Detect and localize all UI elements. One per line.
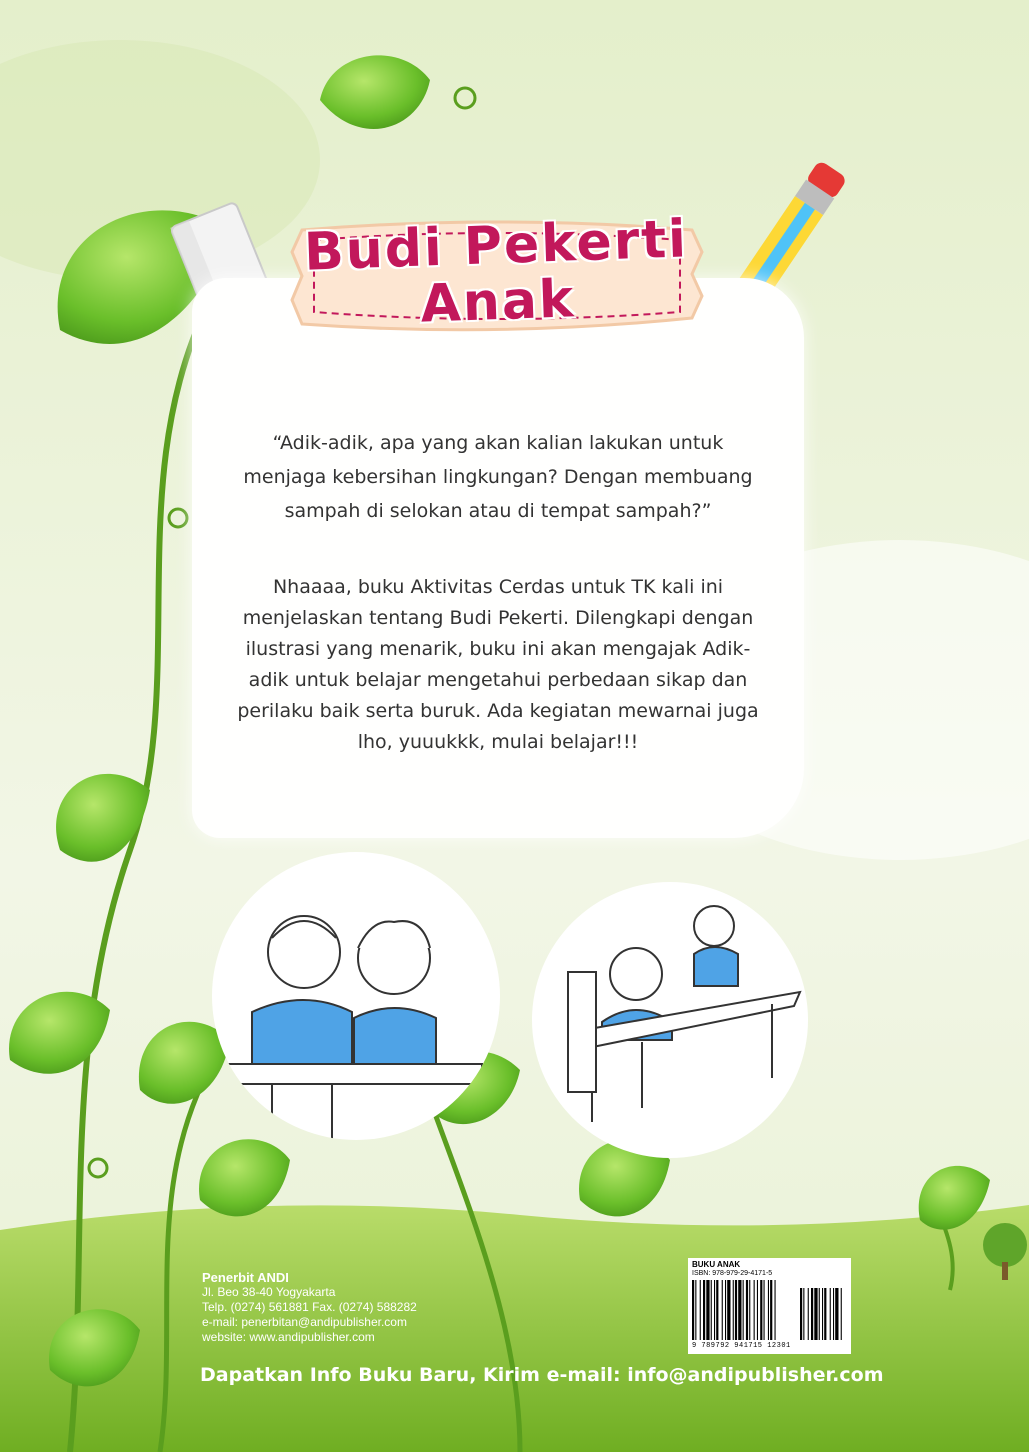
publisher-name: Penerbit ANDI [202,1270,289,1285]
publisher-info [202,1270,502,1345]
barcode-bar [725,1280,726,1340]
barcode-addon-bar [833,1288,834,1340]
isbn-barcode [688,1258,851,1354]
barcode-category: BUKU ANAK [692,1260,741,1269]
barcode-addon-bar [819,1288,820,1340]
book-quote: “Adik-adik, apa yang akan kalian lakukan untuk menjaga kebersihan lingkungan? Dengan membuang sampah di selokan atau di tempat sampah?” [243,432,753,522]
footer-info: Dapatkan Info Buku Baru, Kirim e-mail: info@andipublisher.com [200,1364,884,1386]
barcode-bar [700,1280,701,1340]
publisher-email: e-mail: penerbitan@andipublisher.com [202,1315,407,1329]
barcode-bar [727,1280,730,1340]
barcode-isbn: ISBN: 978-979-29-4171-5 [692,1270,773,1277]
publisher-website: website: www.andipublisher.com [202,1330,375,1344]
barcode-addon-bar [814,1288,817,1340]
barcode-bars [692,1280,847,1342]
barcode-addon-bar [811,1288,813,1340]
barcode-addon-bar [803,1288,804,1340]
barcode-bar [768,1280,769,1340]
book-title: Budi Pekerti Anak [303,209,689,335]
barcode-bar [711,1280,712,1340]
barcode-addon-bar [830,1288,831,1340]
barcode-addon-bar [835,1288,838,1340]
book-description: Nhaaaa, buku Aktivitas Cerdas untuk TK kali ini menjelaskan tentang Budi Pekerti. Dilengkapi dengan ilustrasi yang menarik, buku ini akan mengajak Adik-adik untuk belajar mengetahui perbedaan sikap dan perilaku baik serta buruk. Ada kegiatan mewarnai juga lho, yuuukkk, mulai belajar!!! [237,576,759,753]
barcode-bar [760,1280,762,1340]
barcode-bar [692,1280,694,1340]
barcode-bar [695,1280,696,1340]
publisher-address: Jl. Beo 38-40 Yogyakarta [202,1285,336,1299]
barcode-bar [735,1280,737,1340]
barcode-addon-bar [808,1288,809,1340]
barcode-addon-bar [800,1288,802,1340]
barcode-bar [757,1280,758,1340]
barcode-addon-bar [822,1288,823,1340]
barcode-addon-bar [841,1288,842,1340]
barcode-bar [703,1280,705,1340]
barcode-bar [706,1280,709,1340]
publisher-phone: Telp. (0274) 561881 Fax. (0274) 588282 [202,1300,417,1314]
barcode-bar [754,1280,755,1340]
barcode-bar [722,1280,723,1340]
illustration-good-students [212,852,500,1140]
barcode-bar [775,1280,776,1340]
barcode-bar [764,1280,765,1340]
barcode-bar [746,1280,748,1340]
barcode-bar [749,1280,750,1340]
barcode-bar [743,1280,744,1340]
barcode-bar [733,1280,734,1340]
barcode-bar [738,1280,741,1340]
barcode-number: 9 789792 941715 12301 [692,1342,791,1350]
barcode-bar [716,1280,718,1340]
barcode-addon-bar [824,1288,826,1340]
barcode-bar [714,1280,715,1340]
barcode-bar [770,1280,772,1340]
illustration-sleeping-student [532,882,808,1158]
